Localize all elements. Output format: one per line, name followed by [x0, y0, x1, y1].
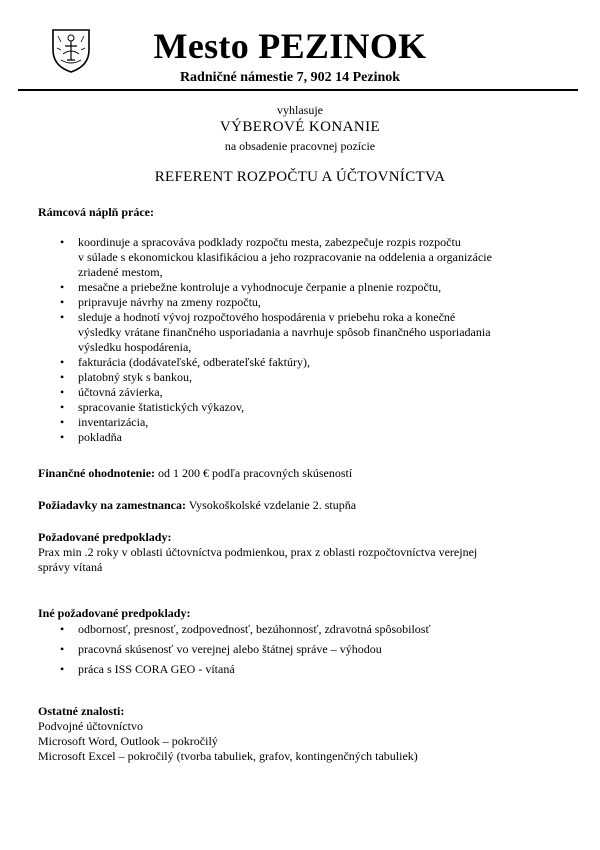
- position-title: REFERENT ROZPOČTU A ÚČTOVNÍCTVA: [154, 169, 446, 185]
- employee-requirements-value: Vysokoškolské vzdelanie 2. stupňa: [186, 498, 357, 512]
- duties-list: [38, 235, 558, 445]
- prerequisites-line: Prax min .2 roky v oblasti účtovníctva podmienkou, prax z oblasti rozpočtovníctva verejnej: [38, 545, 478, 559]
- duty-item: • mesačne a priebežne kontroluje a vyhodnocuje čerpanie a plnenie rozpočtu,: [60, 280, 442, 294]
- duty-item: • sleduje a hodnotí vývoj rozpočtového hospodárenia v priebehu roka a konečné výsledky vrátane finančného usporiadania a navrhuje spôsob finančného usporiadania výsledku hospodárenia,: [60, 310, 491, 354]
- duties-heading: Rámcová náplň práce:: [38, 205, 154, 219]
- other-prerequisite-item: • odbornosť, presnosť, zodpovednosť, bezúhonnosť, zdravotná spôsobilosť: [60, 622, 431, 636]
- prerequisites-line: správy vítaná: [38, 560, 103, 574]
- other-prerequisite-item: • práca s ISS CORA GEO - vítaná: [60, 662, 235, 676]
- duty-item: • inventarizácia,: [60, 415, 149, 429]
- duty-item: • účtovná závierka,: [60, 385, 163, 399]
- salary-line: [38, 466, 352, 481]
- duty-item: • spracovanie štatistických výkazov,: [60, 400, 245, 414]
- selection-procedure-heading: VÝBEROVÉ KONANIE: [219, 119, 381, 135]
- knowledge-line: Podvojné účtovníctvo: [38, 719, 143, 733]
- salary-value: od 1 200 € podľa pracovných skúseností: [155, 466, 353, 480]
- duty-item: • pokladňa: [60, 430, 122, 444]
- other-prerequisites-list: [38, 622, 558, 682]
- duty-item: • koordinuje a spracováva podklady rozpočtu mesta, zabezpečuje rozpis rozpočtu v súlade s ekonomickou klasifikáciou a jeho rozpracovanie na oddelenia a organizácie zriadené mestom,: [60, 235, 492, 279]
- other-prerequisite-item: • pracovná skúsenosť vo verejnej alebo štátnej správe – výhodou: [60, 642, 382, 656]
- employee-requirements-label: Požiadavky na zamestnanca:: [38, 498, 186, 512]
- knowledge-heading: Ostatné znalosti:: [38, 704, 125, 718]
- header-divider: [18, 89, 578, 91]
- duty-item: • fakturácia (dodávateľské, odberateľské faktúry),: [60, 355, 310, 369]
- prerequisites-heading: Požadované predpoklady:: [38, 530, 172, 544]
- salary-label: Finančné ohodnotenie:: [38, 466, 156, 480]
- position-subheading: na obsadenie pracovnej pozície: [224, 139, 376, 153]
- town-coat-of-arms-icon: [47, 26, 95, 74]
- duty-item: • pripravuje návrhy na zmeny rozpočtu,: [60, 295, 261, 309]
- town-address: Radničné námestie 7, 902 14 Pezinok: [179, 70, 401, 85]
- other-prerequisites-heading: Iné požadované predpoklady:: [38, 606, 191, 620]
- announce-line: vyhlasuje: [277, 103, 323, 117]
- duty-item: • platobný styk s bankou,: [60, 370, 192, 384]
- employee-requirements-line: [38, 498, 356, 513]
- town-title: Mesto PEZINOK: [153, 26, 427, 66]
- knowledge-line: Microsoft Word, Outlook – pokročilý: [38, 734, 218, 748]
- knowledge-line: Microsoft Excel – pokročilý (tvorba tabuliek, grafov, kontingenčných tabuliek): [38, 749, 418, 763]
